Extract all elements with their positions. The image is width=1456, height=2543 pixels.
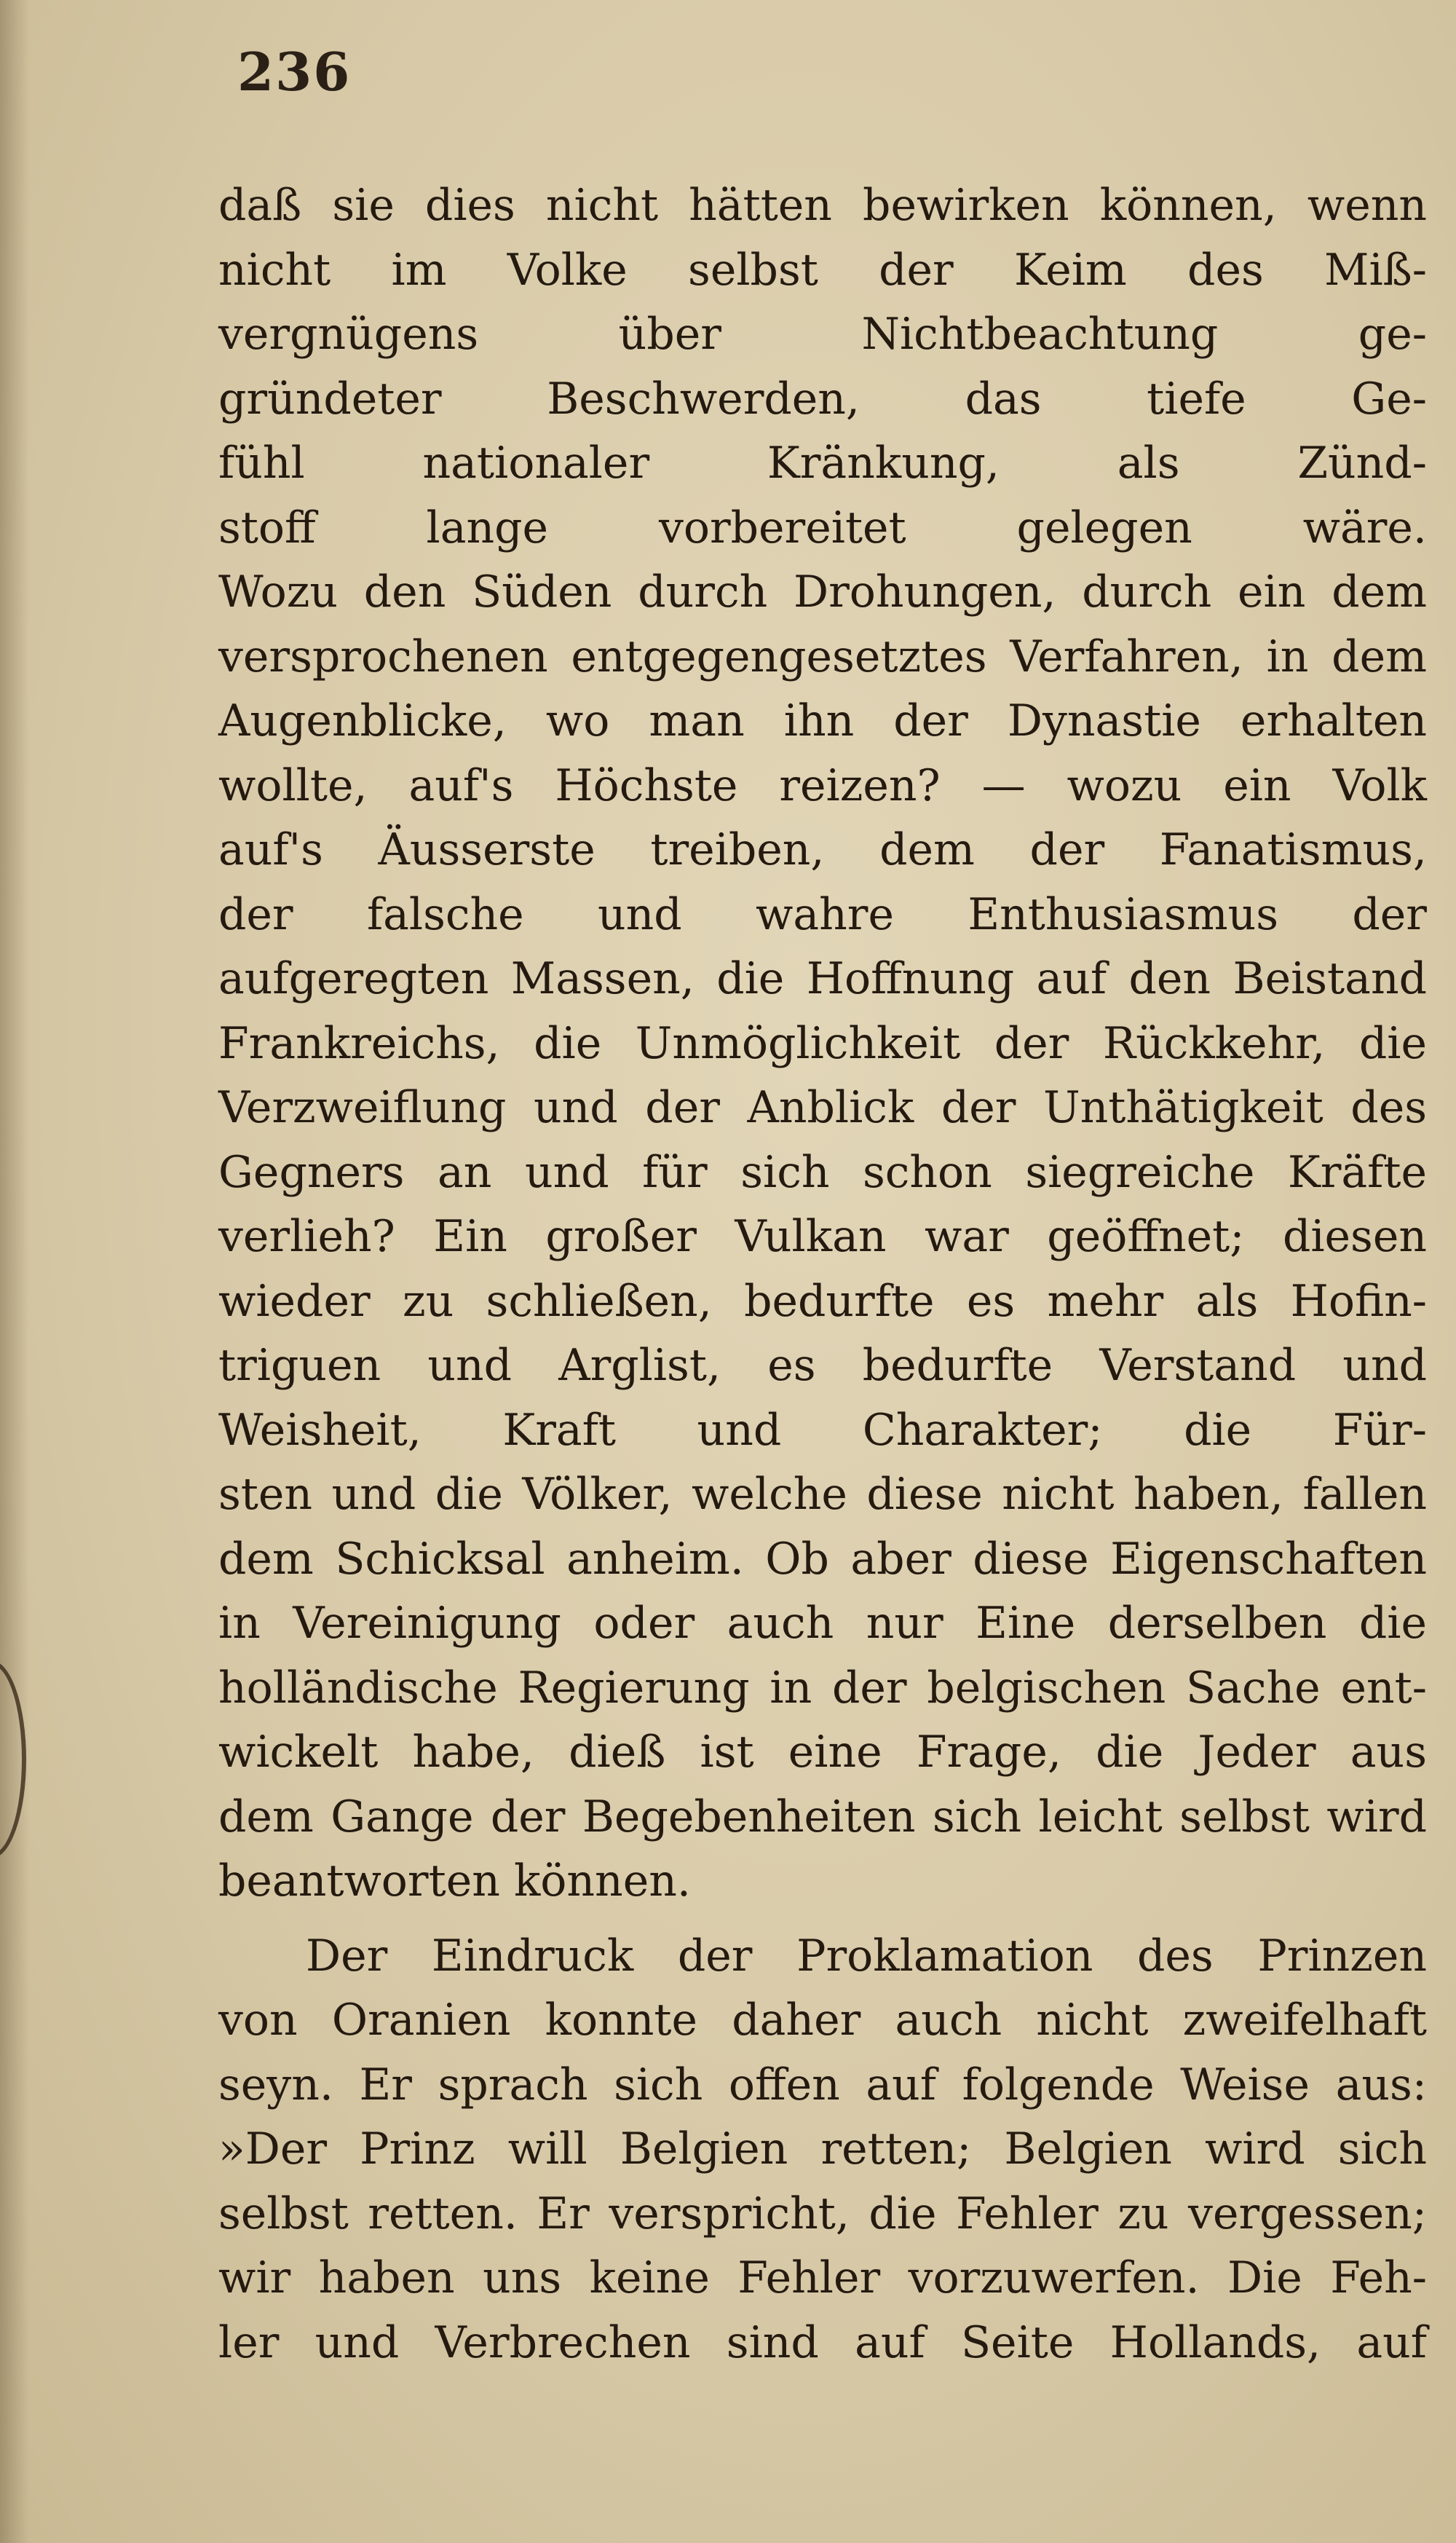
text-line: selbst retten. Er verspricht, die Fehler zu vergessen; bbox=[218, 2188, 1427, 2239]
text-line: nicht im Volke selbst der Keim des Miß- bbox=[218, 244, 1427, 296]
text-line: in Vereinigung oder auch nur Eine derselben die bbox=[218, 1598, 1427, 1649]
text-line: der falsche und wahre Enthusiasmus der bbox=[218, 888, 1427, 940]
text-line: versprochenen entgegengesetztes Verfahren, in dem bbox=[218, 631, 1427, 682]
text-line: »Der Prinz will Belgien retten; Belgien wird sich bbox=[218, 2124, 1427, 2175]
text-line: Gegners an und für sich schon siegreiche Kräfte bbox=[218, 1146, 1427, 1198]
text-line: von Oranien konnte daher auch nicht zweifelhaft bbox=[218, 1995, 1427, 2046]
text-line: dem Schicksal anheim. Ob aber diese Eigenschaften bbox=[218, 1533, 1427, 1585]
text-line: auf's Äusserste treiben, dem der Fanatismus, bbox=[218, 824, 1427, 875]
text-line: triguen und Arglist, es bedurfte Verstand und bbox=[218, 1340, 1427, 1391]
text-line: wickelt habe, dieß ist eine Frage, die Jeder aus bbox=[218, 1727, 1427, 1778]
text-line: aufgeregten Massen, die Hoffnung auf den Beistand bbox=[218, 953, 1427, 1004]
body-text bbox=[218, 173, 1427, 2375]
paragraph-end-line: beantworten können. bbox=[218, 1856, 691, 1907]
text-line: sten und die Völker, welche diese nicht haben, fallen bbox=[218, 1469, 1427, 1520]
page-number: 236 bbox=[237, 41, 352, 103]
text-line: gründeter Beschwerden, das tiefe Ge- bbox=[218, 373, 1427, 425]
text-line: wieder zu schließen, bedurfte es mehr als Hofin- bbox=[218, 1275, 1427, 1327]
text-line: ler und Verbrechen sind auf Seite Hollands, auf bbox=[218, 2317, 1427, 2368]
text-line: wollte, auf's Höchste reizen? — wozu ein Volk bbox=[218, 760, 1427, 811]
text-line: Augenblicke, wo man ihn der Dynastie erhalten bbox=[218, 695, 1427, 746]
paragraph-start-line: Der Eindruck der Proklamation des Prinzen bbox=[306, 1930, 1427, 1982]
text-line: stoff lange vorbereitet gelegen wäre. bbox=[218, 502, 1427, 553]
text-line: vergnügens über Nichtbeachtung ge- bbox=[218, 309, 1427, 360]
text-line: seyn. Er sprach sich offen auf folgende Weise aus: bbox=[218, 2059, 1427, 2110]
text-line: daß sie dies nicht hätten bewirken können, wenn bbox=[218, 180, 1427, 231]
text-line: dem Gange der Begebenheiten sich leicht selbst wird bbox=[218, 1791, 1427, 1842]
text-line: Verzweiflung und der Anblick der Unthätigkeit des bbox=[218, 1082, 1427, 1133]
text-line: Frankreichs, die Unmöglichkeit der Rückkehr, die bbox=[218, 1017, 1427, 1069]
text-line: Weisheit, Kraft und Charakter; die Für- bbox=[218, 1404, 1427, 1456]
text-line: fühl nationaler Kränkung, als Zünd- bbox=[218, 438, 1427, 489]
page-gutter-shadow bbox=[0, 0, 29, 2543]
text-line: verlieh? Ein großer Vulkan war geöffnet; diesen bbox=[218, 1211, 1427, 1262]
text-line: wir haben uns keine Fehler vorzuwerfen. Die Feh- bbox=[218, 2252, 1427, 2303]
text-line: holländische Regierung in der belgischen Sache ent- bbox=[218, 1662, 1427, 1714]
text-line: Wozu den Süden durch Drohungen, durch ein dem bbox=[218, 567, 1427, 618]
